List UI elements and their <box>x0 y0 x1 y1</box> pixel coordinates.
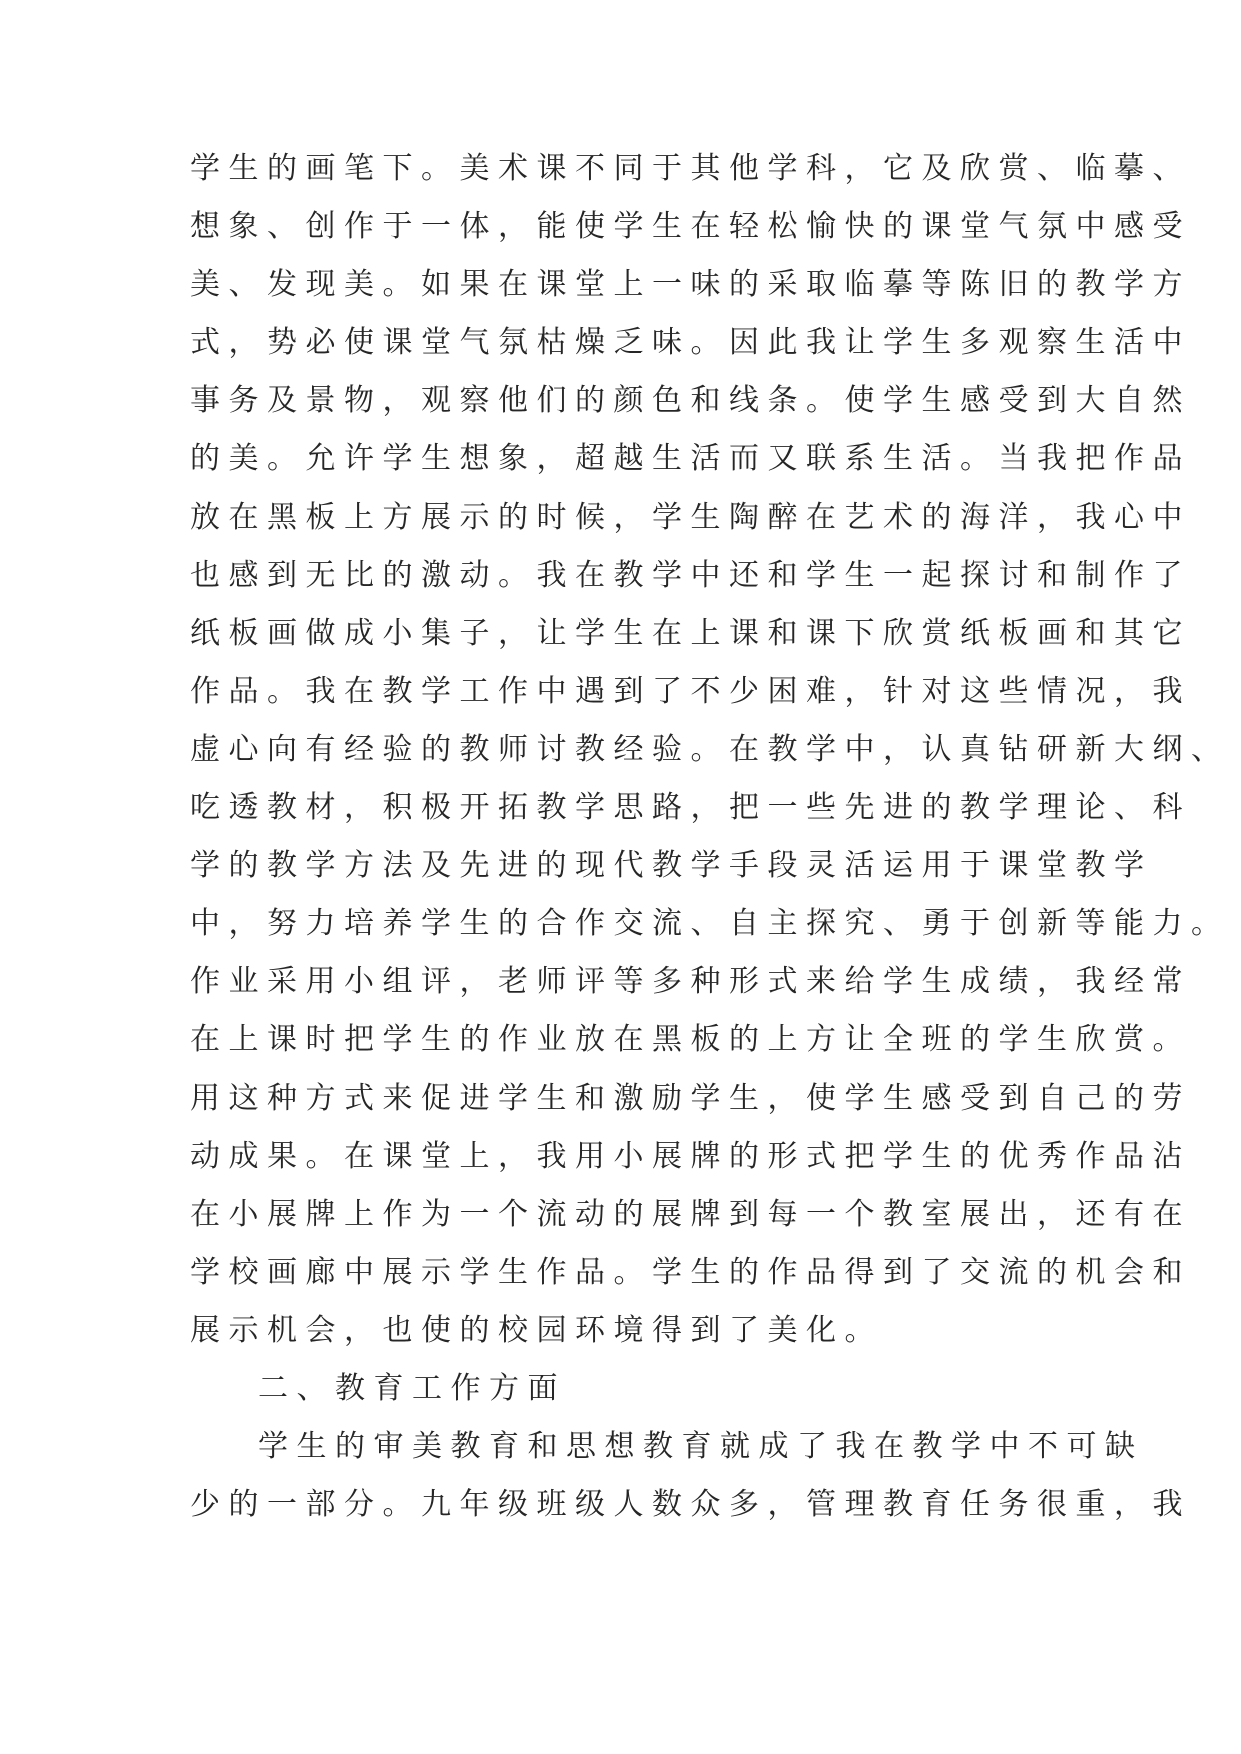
text-line: 的美。允许学生想象，超越生活而又联系生活。当我把作品 <box>190 441 1191 477</box>
text-line: 放在黑板上方展示的时候，学生陶醉在艺术的海洋，我心中 <box>190 499 1191 535</box>
text-line: 学生的审美教育和思想教育就成了我在教学中不可缺 <box>258 1429 1144 1465</box>
text-line: 展示机会，也使的校园环境得到了美化。 <box>190 1312 883 1348</box>
text-line: 作品。我在教学工作中遇到了不少困难，针对这些情况，我 <box>190 673 1191 709</box>
text-line: 美、发现美。如果在课堂上一味的采取临摹等陈旧的教学方 <box>190 267 1191 303</box>
text-line: 虚心向有经验的教师讨教经验。在教学中，认真钻研新大纲、 <box>190 731 1230 767</box>
body-text <box>190 140 1230 1534</box>
text-line: 想象、创作于一体，能使学生在轻松愉快的课堂气氛中感受 <box>190 209 1191 245</box>
text-line: 作业采用小组评，老师评等多种形式来给学生成绩，我经常 <box>190 964 1191 1000</box>
text-line: 吃透教材，积极开拓教学思路，把一些先进的教学理论、科 <box>190 790 1191 826</box>
text-line: 在小展牌上作为一个流动的展牌到每一个教室展出，还有在 <box>190 1196 1191 1232</box>
text-line: 也感到无比的激动。我在教学中还和学生一起探讨和制作了 <box>190 557 1191 593</box>
text-line: 用这种方式来促进学生和激励学生，使学生感受到自己的劳 <box>190 1080 1191 1116</box>
text-line: 式，势必使课堂气氛枯燥乏味。因此我让学生多观察生活中 <box>190 325 1191 361</box>
text-line: 在上课时把学生的作业放在黑板的上方让全班的学生欣赏。 <box>190 1022 1191 1058</box>
text-line: 动成果。在课堂上，我用小展牌的形式把学生的优秀作品沾 <box>190 1138 1191 1174</box>
text-line: 中，努力培养学生的合作交流、自主探究、勇于创新等能力。 <box>190 906 1230 942</box>
text-line: 学的教学方法及先进的现代教学手段灵活运用于课堂教学 <box>190 848 1153 884</box>
text-line: 学校画廊中展示学生作品。学生的作品得到了交流的机会和 <box>190 1254 1191 1290</box>
text-line: 少的一部分。九年级班级人数众多，管理教育任务很重，我 <box>190 1487 1191 1523</box>
text-line: 纸板画做成小集子，让学生在上课和课下欣赏纸板画和其它 <box>190 615 1191 651</box>
text-line: 学生的画笔下。美术课不同于其他学科，它及欣赏、临摹、 <box>190 151 1191 186</box>
section-heading: 二、教育工作方面 <box>258 1370 566 1406</box>
text-line: 事务及景物，观察他们的颜色和线条。使学生感受到大自然 <box>190 383 1191 419</box>
